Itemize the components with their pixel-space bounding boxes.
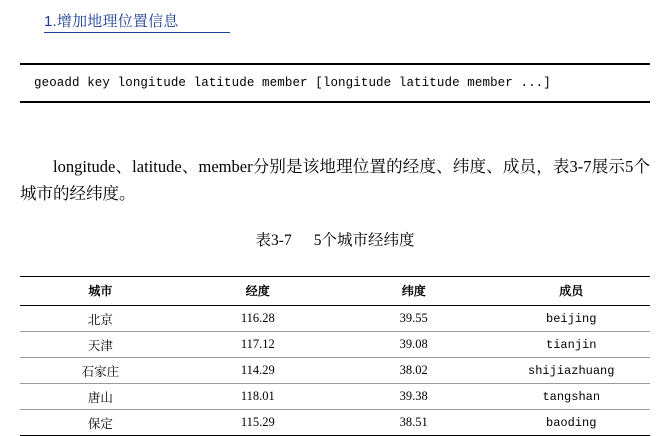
cell-member: tianjin: [492, 332, 650, 358]
cell-longitude: 118.01: [181, 384, 335, 410]
cell-city: 唐山: [20, 384, 181, 410]
cell-member: tangshan: [492, 384, 650, 410]
cell-longitude: 117.12: [181, 332, 335, 358]
cell-latitude: 38.51: [335, 410, 493, 436]
table-row: [20, 306, 650, 332]
table-header-longitude: 经度: [181, 277, 335, 306]
section-heading: 1.增加地理位置信息: [44, 13, 179, 30]
cell-latitude: 39.08: [335, 332, 493, 358]
table-head: [20, 277, 650, 306]
table-body: [20, 306, 650, 436]
cell-latitude: 38.02: [335, 358, 493, 384]
cell-member: baoding: [492, 410, 650, 436]
cell-member: beijing: [492, 306, 650, 332]
cell-city: 保定: [20, 410, 181, 436]
table-header-row: [20, 277, 650, 306]
table-row: [20, 384, 650, 410]
cell-city: 天津: [20, 332, 181, 358]
cell-longitude: 115.29: [181, 410, 335, 436]
table-row: [20, 410, 650, 436]
cell-member: shijiazhuang: [492, 358, 650, 384]
table-header-member: 成员: [492, 277, 650, 306]
table-caption-title: 5个城市经纬度: [313, 232, 415, 249]
cell-longitude: 116.28: [181, 306, 335, 332]
table-header-city: 城市: [20, 277, 181, 306]
body-paragraph: longitude、latitude、member分别是该地理位置的经度、纬度、成员，表3-7展示5个城市的经纬度。: [20, 156, 650, 203]
section-heading-underline: [44, 32, 230, 33]
table-header-latitude: 纬度: [335, 277, 493, 306]
code-block: [20, 63, 650, 103]
table-caption-label: 表3-7: [255, 232, 292, 249]
cell-latitude: 39.55: [335, 306, 493, 332]
city-coordinates-table: [20, 276, 650, 436]
code-line: geoadd key longitude latitude member [longitude latitude member ...]: [34, 76, 551, 90]
cell-longitude: 114.29: [181, 358, 335, 384]
table-row: [20, 358, 650, 384]
cell-city: 石家庄: [20, 358, 181, 384]
cell-city: 北京: [20, 306, 181, 332]
cell-latitude: 39.38: [335, 384, 493, 410]
table-row: [20, 332, 650, 358]
table-caption: [0, 228, 670, 250]
